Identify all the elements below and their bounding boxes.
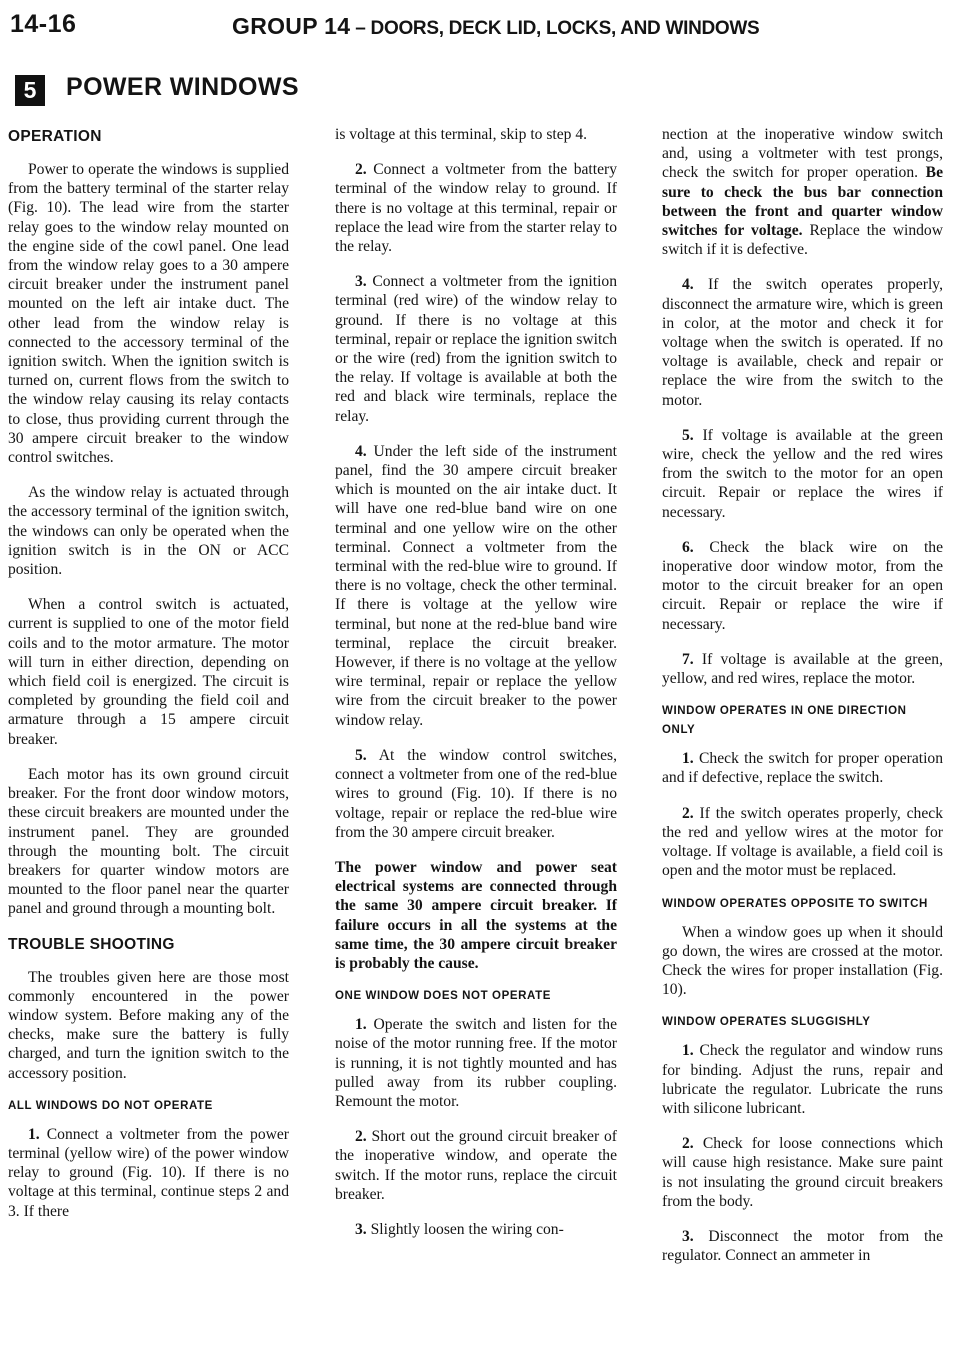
step-text: Check the regulator and window runs for binding. Adjust the runs, repair and lubricate the regulator. Lubricate the runs with silicone lubricant. xyxy=(662,1042,943,1117)
step-all-2 xyxy=(335,160,617,256)
step-slug-1 xyxy=(662,1041,943,1118)
step-text: Connect a voltmeter from the battery terminal of the window relay to ground. If there is no voltage at this terminal, repair or replace the lead wire from the starter relay to the relay. xyxy=(335,161,617,256)
step-text: If voltage is available at the green, yellow, and red wires, replace the motor. xyxy=(662,650,943,688)
step-number: 5. xyxy=(355,746,367,764)
step-all-5 xyxy=(335,746,617,842)
step-text: Disconnect the motor from the regulator. Connect an ammeter in xyxy=(662,1227,943,1265)
step-number: 7. xyxy=(682,650,694,668)
continued-text: is voltage at this terminal, skip to step 4. xyxy=(335,126,588,143)
step-text: Connect a voltmeter from the power terminal (yellow wire) of the power window relay to ground (Fig. 10). If there is no voltage at this terminal, continue steps 2 and 3. If there xyxy=(8,1125,289,1220)
continued-text-b: Replace the window switch if it is defective. xyxy=(662,222,943,259)
step-number: 6. xyxy=(682,538,694,556)
step-one-4 xyxy=(662,275,943,409)
step-one-6 xyxy=(662,538,943,634)
paragraph-ground-breaker: Each motor has its own ground circuit breaker. For the front door window motors, these circuit breakers are mounted under the instrument panel. They are grounded through the mounting bolt. The circuit breakers for quarter window motors are mounted to the floor panel near the quarter panel and ground through a mounting bolt. xyxy=(8,765,289,918)
step-dir-1 xyxy=(662,749,943,787)
step-text: Check the switch for proper operation and if defective, replace the switch. xyxy=(662,750,943,787)
step-number: 1. xyxy=(28,1125,40,1143)
continued-text-a: nection at the inoperative window switch and, using a voltmeter with test prongs, check the switch for proper operation. xyxy=(662,126,943,182)
group-main-label: GROUP 14 xyxy=(232,13,351,39)
heading-one-direction: WINDOW OPERATES IN ONE DIRECTION ONLY xyxy=(662,705,907,737)
step-text: Connect a voltmeter from the ignition terminal (red wire) of the window relay to ground. If there is no voltage at this terminal, repair or replace the ignition switch or the wire (red) from the ignition switch to the relay. If voltage is available at both the red and black wire terminals, replace the relay. xyxy=(335,273,617,425)
step-slug-3 xyxy=(662,1227,943,1265)
heading-opposite: WINDOW OPERATES OPPOSITE TO SWITCH xyxy=(662,897,928,910)
step-text: Check for loose connections which will cause high resistance. Make sure paint is not insulating the ground circuit breakers from the body. xyxy=(662,1135,943,1210)
bus-bar-warning: Be sure to check the bus bar connection between the front and quarter window switches for voltage. xyxy=(662,164,943,240)
paragraph-control-switch: When a control switch is actuated, current is supplied to one of the motor field coils and to the motor armature. The motor will turn in either direction, depending on which field coil is energized. The circuit is completed by grounding the field coil and armature through a 15 ampere circuit breaker. xyxy=(8,596,289,748)
paragraph-trouble-intro: The troubles given here are those most commonly encountered in the power window system. Before making any of the checks, make sure the battery is fully charged, and turn the ignition switch to the accessory position. xyxy=(8,968,289,1082)
step-number: 2. xyxy=(355,1128,367,1146)
step-text: If the switch operates properly, disconnect the armature wire, which is green in color, at the motor and check it for voltage when the switch is operated. If no voltage is available, check and repair or replace the wire from the switch to the motor. xyxy=(662,276,943,409)
step-number: 1. xyxy=(682,750,694,768)
step-all-3 xyxy=(335,272,617,426)
step-number: 5. xyxy=(682,426,694,444)
heading-one-window: ONE WINDOW DOES NOT OPERATE xyxy=(335,990,551,1003)
text-column-3 xyxy=(662,125,943,1273)
group-subtitle: DOORS, DECK LID, LOCKS, AND WINDOWS xyxy=(370,18,760,39)
step-text: Slightly loosen the wiring con- xyxy=(366,1220,564,1238)
step-number: 2. xyxy=(682,1135,694,1153)
step-number: 2. xyxy=(682,804,694,822)
step-text: Under the left side of the instrument panel, find the 30 ampere circuit breaker which is mounted on the air intake duct. It will have one red-blue band wire on one terminal and one yellow wire on the other terminal. Connect a voltmeter from the terminal with the red-blue wire to ground. If there is no voltage, check the other terminal. If there is voltage at the yellow wire terminal, but none at the red-blue band wire terminal, replace the circuit breaker. However, if there is no voltage at the yellow wire terminal, repair or replace the yellow wire from the circuit breaker to the power window relay. xyxy=(335,442,617,729)
step-number: 4. xyxy=(355,442,367,460)
heading-sluggish: WINDOW OPERATES SLUGGISHLY xyxy=(662,1016,871,1029)
step-one-1 xyxy=(335,1015,617,1111)
step-dir-2 xyxy=(662,804,943,881)
page-header xyxy=(10,6,956,46)
heading-all-windows: ALL WINDOWS DO NOT OPERATE xyxy=(8,1099,213,1112)
step-number: 3. xyxy=(682,1227,694,1245)
text-column-2 xyxy=(335,125,617,1247)
step-text: Short out the ground circuit breaker of the inoperative window, and operate the switch. If the motor runs, replace the circuit breaker. xyxy=(335,1128,617,1203)
step-text: If voltage is available at the green wire, check the yellow and the red wires from the switch to the motor for an open circuit. Repair or replace the wires if necessary. xyxy=(662,426,943,521)
step-number: 3. xyxy=(355,1220,367,1238)
step-text: Check the black wire on the inoperative door window motor, from the motor to the circuit breaker for an open circuit. Repair or replace the wire if necessary. xyxy=(662,538,943,633)
step-number: 1. xyxy=(682,1042,694,1060)
continued-text xyxy=(662,125,943,259)
step-one-3 xyxy=(335,1220,617,1239)
section-number-badge: 5 xyxy=(15,75,45,106)
note-circuit-breaker: The power window and power seat electrical systems are connected through the same 30 ampere circuit breaker. If failure occurs in all the systems at the same time, the 30 ampere circuit breaker is probably the cause. xyxy=(335,858,617,972)
step-number: 4. xyxy=(682,276,694,294)
heading-trouble-shooting: TROUBLE SHOOTING xyxy=(8,935,175,953)
step-slug-2 xyxy=(662,1134,943,1211)
step-text: Operate the switch and listen for the noise of the motor running free. If the motor is running, it is not tightly mounted and has pulled away from its rubber coupling. Remount the motor. xyxy=(335,1016,617,1110)
step-all-4 xyxy=(335,442,617,730)
section-title: POWER WINDOWS xyxy=(66,73,299,101)
group-title xyxy=(232,13,759,40)
step-one-5 xyxy=(662,426,943,522)
step-number: 1. xyxy=(355,1016,367,1034)
step-one-2 xyxy=(335,1127,617,1204)
paragraph-power-supply: Power to operate the windows is supplied from the battery terminal of the starter relay (Fig. 10). The lead wire from the starter relay goes to the window relay mounted on the engine side of the cowl panel. One lead from the window relay goes to a 30 ampere circuit breaker under the instrument panel mounted on the left air intake duct. The other lead from the window relay is connected to the accessory terminal of the ignition switch. When the ignition switch is turned on, current flows from the switch to the window relay causing its relay contacts to close, thus providing current through the 30 ampere circuit breaker to the window control switches. xyxy=(8,161,289,467)
paragraph-relay-actuation: As the window relay is actuated through the accessory terminal of the ignition switch, the windows can only be operated when the ignition switch is in the ON or ACC position. xyxy=(8,484,289,579)
step-one-7 xyxy=(662,650,943,688)
text-column-1 xyxy=(8,125,289,1229)
step-text: If the switch operates properly, check the red and yellow wires at the motor for voltage. If voltage is available, a field coil is open and the motor must be replaced. xyxy=(662,804,943,880)
step-text: At the window control switches, connect a voltmeter from one of the red-blue wires to ground (Fig. 10). If there is no voltage, repair or replace the red-blue wire from the 30 ampere circuit breaker. xyxy=(335,746,617,841)
page-number: 14-16 xyxy=(10,10,77,38)
paragraph-opposite: When a window goes up when it should go down, the wires are crossed at the motor. Check the wires for proper installation (Fig. 10). xyxy=(662,923,943,999)
step-all-1 xyxy=(8,1125,289,1221)
step-number: 2. xyxy=(355,161,367,179)
group-dash: – xyxy=(350,18,371,39)
step-number: 3. xyxy=(355,273,367,291)
heading-operation: OPERATION xyxy=(8,128,102,145)
